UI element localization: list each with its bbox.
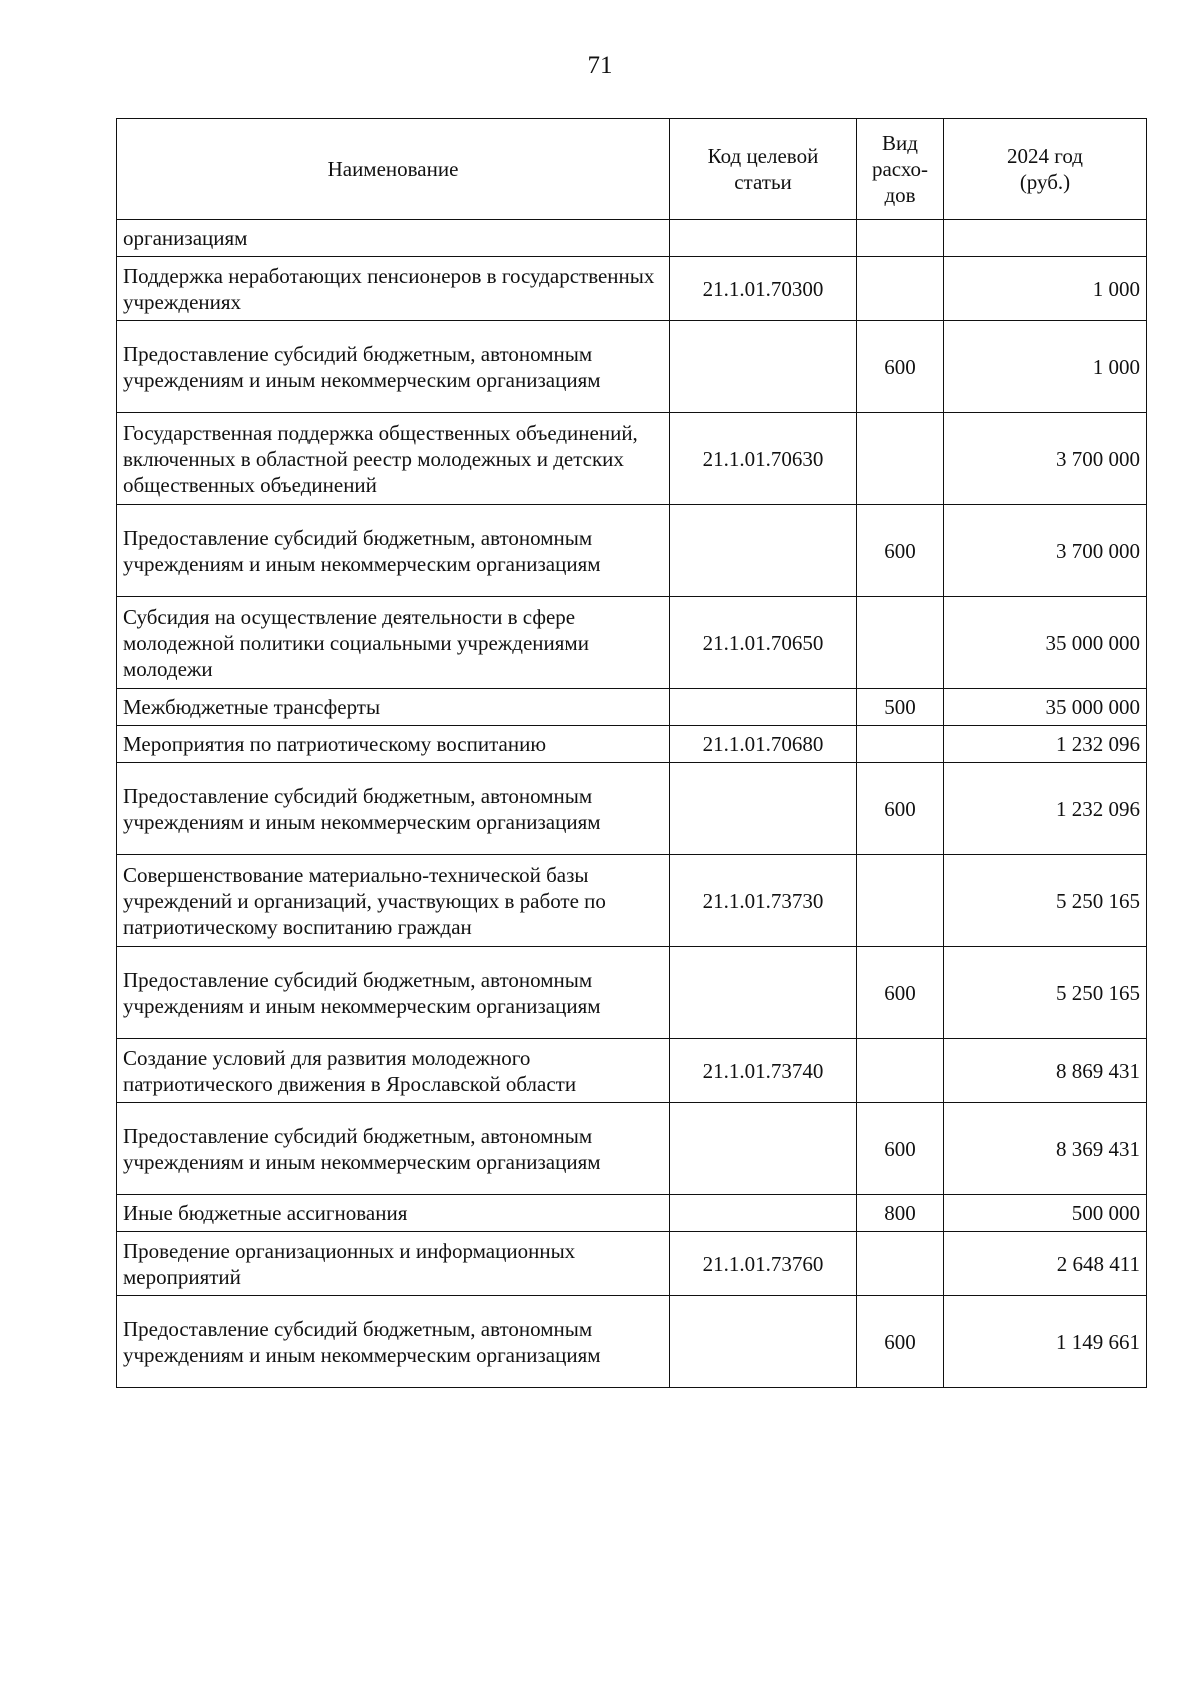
row-amount-cell: 3 700 000 xyxy=(944,413,1147,505)
row-kind-cell: 600 xyxy=(857,947,944,1039)
row-amount-cell: 1 149 661 xyxy=(944,1296,1147,1388)
row-amount-cell: 1 232 096 xyxy=(944,763,1147,855)
row-kind-cell xyxy=(857,220,944,257)
row-code-cell xyxy=(670,1195,857,1232)
header-amount: 2024 год (руб.) xyxy=(944,119,1147,220)
row-kind-cell: 800 xyxy=(857,1195,944,1232)
row-kind-cell: 600 xyxy=(857,763,944,855)
row-amount-cell: 5 250 165 xyxy=(944,855,1147,947)
table-row xyxy=(117,1039,1147,1103)
row-name-cell: Предоставление субсидий бюджетным, автономным учреждениям и иным некоммерческим организациям xyxy=(117,1103,670,1195)
row-code-cell xyxy=(670,947,857,1039)
table-row xyxy=(117,505,1147,597)
row-kind-cell xyxy=(857,855,944,947)
row-kind-cell: 600 xyxy=(857,505,944,597)
row-code-cell: 21.1.01.73740 xyxy=(670,1039,857,1103)
row-code-cell xyxy=(670,321,857,413)
row-code-cell xyxy=(670,689,857,726)
row-amount-cell: 35 000 000 xyxy=(944,689,1147,726)
row-kind-cell xyxy=(857,597,944,689)
table-row xyxy=(117,726,1147,763)
row-kind-cell xyxy=(857,726,944,763)
row-amount-cell: 8 369 431 xyxy=(944,1103,1147,1195)
row-code-cell xyxy=(670,763,857,855)
header-kind: Вид расхо-дов xyxy=(857,119,944,220)
row-kind-cell: 600 xyxy=(857,1296,944,1388)
row-amount-cell: 35 000 000 xyxy=(944,597,1147,689)
row-code-cell: 21.1.01.70630 xyxy=(670,413,857,505)
table-row xyxy=(117,1195,1147,1232)
row-kind-cell xyxy=(857,413,944,505)
row-name-cell: Предоставление субсидий бюджетным, автономным учреждениям и иным некоммерческим организациям xyxy=(117,321,670,413)
table-row xyxy=(117,1103,1147,1195)
table-header-row xyxy=(117,119,1147,220)
row-amount-cell: 3 700 000 xyxy=(944,505,1147,597)
row-name-cell: Межбюджетные трансферты xyxy=(117,689,670,726)
row-kind-cell xyxy=(857,1039,944,1103)
row-name-cell: Предоставление субсидий бюджетным, автономным учреждениям и иным некоммерческим организациям xyxy=(117,1296,670,1388)
row-code-cell: 21.1.01.73730 xyxy=(670,855,857,947)
page-number: 71 xyxy=(587,52,613,79)
table-row xyxy=(117,597,1147,689)
row-kind-cell xyxy=(857,257,944,321)
table-row xyxy=(117,855,1147,947)
row-code-cell: 21.1.01.70300 xyxy=(670,257,857,321)
row-name-cell: Предоставление субсидий бюджетным, автономным учреждениям и иным некоммерческим организациям xyxy=(117,763,670,855)
row-code-cell: 21.1.01.73760 xyxy=(670,1232,857,1296)
row-code-cell xyxy=(670,220,857,257)
row-name-cell: Поддержка неработающих пенсионеров в государственных учреждениях xyxy=(117,257,670,321)
row-name-cell: организациям xyxy=(117,220,670,257)
row-name-cell: Проведение организационных и информационных мероприятий xyxy=(117,1232,670,1296)
table-row xyxy=(117,763,1147,855)
row-amount-cell: 1 000 xyxy=(944,257,1147,321)
row-name-cell: Предоставление субсидий бюджетным, автономным учреждениям и иным некоммерческим организациям xyxy=(117,505,670,597)
table-row xyxy=(117,257,1147,321)
header-name: Наименование xyxy=(117,119,670,220)
table-row xyxy=(117,1232,1147,1296)
row-amount-cell: 1 000 xyxy=(944,321,1147,413)
row-code-cell xyxy=(670,1296,857,1388)
table-row xyxy=(117,413,1147,505)
row-kind-cell: 600 xyxy=(857,321,944,413)
table-row xyxy=(117,947,1147,1039)
row-code-cell xyxy=(670,1103,857,1195)
row-name-cell: Государственная поддержка общественных объединений, включенных в областной реестр молодежных и детских общественных объединений xyxy=(117,413,670,505)
row-amount-cell: 500 000 xyxy=(944,1195,1147,1232)
row-code-cell: 21.1.01.70650 xyxy=(670,597,857,689)
row-name-cell: Совершенствование материально-технической базы учреждений и организаций, участвующих в работе по патриотическому воспитанию граждан xyxy=(117,855,670,947)
table-row xyxy=(117,689,1147,726)
row-kind-cell xyxy=(857,1232,944,1296)
table-row xyxy=(117,321,1147,413)
table-row xyxy=(117,1296,1147,1388)
row-name-cell: Мероприятия по патриотическому воспитанию xyxy=(117,726,670,763)
header-code: Код целевой статьи xyxy=(670,119,857,220)
row-name-cell: Иные бюджетные ассигнования xyxy=(117,1195,670,1232)
row-amount-cell: 1 232 096 xyxy=(944,726,1147,763)
table-row xyxy=(117,220,1147,257)
row-amount-cell: 5 250 165 xyxy=(944,947,1147,1039)
row-code-cell: 21.1.01.70680 xyxy=(670,726,857,763)
row-name-cell: Предоставление субсидий бюджетным, автономным учреждениям и иным некоммерческим организациям xyxy=(117,947,670,1039)
row-kind-cell: 500 xyxy=(857,689,944,726)
row-name-cell: Создание условий для развития молодежного патриотического движения в Ярославской области xyxy=(117,1039,670,1103)
budget-table xyxy=(116,118,1147,1388)
row-kind-cell: 600 xyxy=(857,1103,944,1195)
row-amount-cell: 8 869 431 xyxy=(944,1039,1147,1103)
row-name-cell: Субсидия на осуществление деятельности в сфере молодежной политики социальными учреждениями молодежи xyxy=(117,597,670,689)
row-code-cell xyxy=(670,505,857,597)
row-amount-cell: 2 648 411 xyxy=(944,1232,1147,1296)
row-amount-cell xyxy=(944,220,1147,257)
table-body xyxy=(117,220,1147,1388)
